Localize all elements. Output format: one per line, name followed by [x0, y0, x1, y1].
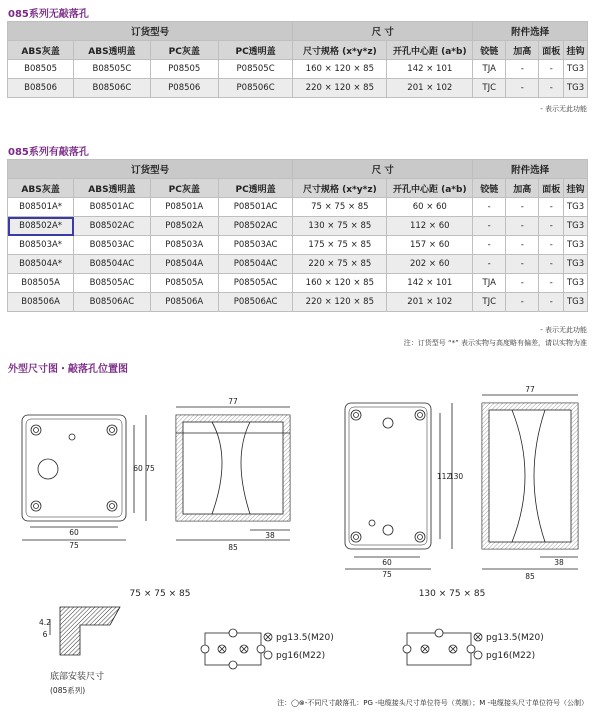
- column-header: PC透明盖: [218, 179, 292, 198]
- table-cell: TJC: [473, 293, 506, 312]
- table-cell: B08504A*: [8, 255, 74, 274]
- table-cell: B08502AC: [74, 217, 151, 236]
- column-header: PC灰盖: [150, 179, 218, 198]
- spec-table-with-knockout: [7, 159, 588, 312]
- column-header: 开孔中心距 (a*b): [387, 179, 473, 198]
- knockout-hole: [38, 459, 58, 479]
- dim-label: 75: [145, 464, 155, 473]
- box-side-view-130: [482, 403, 578, 549]
- table-cell: B08503A*: [8, 236, 74, 255]
- table-cell: TG3: [564, 255, 588, 274]
- table-cell: P08503A: [150, 236, 218, 255]
- table-cell: TG3: [564, 79, 588, 98]
- legend-pg16: pg16(M22): [486, 651, 536, 661]
- dimension-drawings: [0, 375, 595, 711]
- table-cell: 75 × 75 × 85: [293, 198, 387, 217]
- table-cell: -: [506, 274, 539, 293]
- table-cell: 201 × 102: [387, 79, 473, 98]
- table-cell: -: [506, 255, 539, 274]
- table-cell: -: [506, 293, 539, 312]
- table-cell: B08506A: [8, 293, 74, 312]
- table-cell: P08502A: [150, 217, 218, 236]
- column-header: ABS灰盖: [8, 179, 74, 198]
- table-cell: 175 × 75 × 85: [293, 236, 387, 255]
- drawing-caption: 130 × 75 × 85: [418, 589, 486, 599]
- group-header-model: 订货型号: [8, 160, 293, 179]
- table-cell: 220 × 120 × 85: [293, 79, 387, 98]
- section1-note: - 表示无此功能: [540, 105, 587, 113]
- column-header: 面板: [539, 179, 564, 198]
- legend-pg135: pg13.5(M20): [486, 633, 544, 643]
- column-header: 挂钩: [564, 41, 588, 60]
- section2-note-asterisk: 注：订货型号 “*” 表示实物与高度略有偏差，请以实物为准: [403, 339, 587, 347]
- dim-label: 60: [69, 528, 79, 537]
- table-cell: 60 × 60: [387, 198, 473, 217]
- box-front-view-130: [345, 403, 431, 549]
- section1-title: 085系列无敲落孔: [8, 9, 89, 20]
- group-header-size: 尺 寸: [293, 160, 473, 179]
- table-cell: B08503AC: [74, 236, 151, 255]
- base-sublabel: (085系列): [50, 686, 86, 695]
- table-cell: 220 × 75 × 85: [293, 255, 387, 274]
- spec-table-no-knockout: [7, 21, 588, 98]
- column-header: ABS透明盖: [74, 41, 151, 60]
- table-cell: TG3: [564, 236, 588, 255]
- table-cell: 130 × 75 × 85: [293, 217, 387, 236]
- table-cell: -: [539, 293, 564, 312]
- base-label: 底部安装尺寸: [50, 672, 105, 682]
- table-cell: -: [506, 60, 539, 79]
- table-row: [8, 79, 588, 98]
- table-cell: TG3: [564, 274, 588, 293]
- table-cell: -: [506, 236, 539, 255]
- footnote: 注：◯⊗-不同尺寸敲落孔：PG -电缆接头尺寸单位符号（英制）；M -电缆接头尺寸单位符号（公制）: [277, 699, 588, 707]
- table-cell: TG3: [564, 293, 588, 312]
- table-cell: TG3: [564, 217, 588, 236]
- table-cell: -: [506, 79, 539, 98]
- table-cell: 202 × 60: [387, 255, 473, 274]
- table-row: [8, 236, 588, 255]
- table-cell: -: [473, 255, 506, 274]
- column-header: 加高: [506, 179, 539, 198]
- table-cell: -: [539, 274, 564, 293]
- column-header: 尺寸规格 (x*y*z): [293, 41, 387, 60]
- table-cell: B08506AC: [74, 293, 151, 312]
- column-header: PC透明盖: [218, 41, 292, 60]
- table-cell: P08504A: [150, 255, 218, 274]
- table-cell: P08505A: [150, 274, 218, 293]
- table-cell: 220 × 120 × 85: [293, 293, 387, 312]
- table-cell: P08506C: [218, 79, 292, 98]
- column-header: 面板: [539, 41, 564, 60]
- box-front-view-75: [22, 415, 126, 521]
- table-cell: -: [539, 255, 564, 274]
- table-cell: -: [506, 198, 539, 217]
- table-cell: TG3: [564, 60, 588, 79]
- dim-label: 75: [382, 570, 392, 579]
- column-header: 开孔中心距 (a*b): [387, 41, 473, 60]
- table-cell: P08501AC: [218, 198, 292, 217]
- dim-label: 130: [448, 472, 464, 481]
- group-header-accessory: 附件选择: [473, 160, 588, 179]
- table-row: [8, 293, 588, 312]
- dim-label: 75: [69, 541, 79, 550]
- table-cell-selected: B08502A*: [8, 217, 74, 236]
- table-cell: 112 × 60: [387, 217, 473, 236]
- knockout-layout-1: [201, 629, 272, 669]
- table-cell: P08504AC: [218, 255, 292, 274]
- column-header: 尺寸规格 (x*y*z): [293, 179, 387, 198]
- table-cell: -: [506, 217, 539, 236]
- table-cell: -: [539, 79, 564, 98]
- column-header: ABS灰盖: [8, 41, 74, 60]
- dim-label: 112: [436, 472, 452, 481]
- table-cell: B08505: [8, 60, 74, 79]
- column-header: PC灰盖: [150, 41, 218, 60]
- table-cell: B08501A*: [8, 198, 74, 217]
- table-cell: -: [473, 198, 506, 217]
- table-cell: P08505: [150, 60, 218, 79]
- table-cell: 142 × 101: [387, 60, 473, 79]
- dim-label: 38: [554, 558, 564, 567]
- table-row: [8, 255, 588, 274]
- table-row: [8, 198, 588, 217]
- dim-label: 85: [228, 543, 238, 552]
- table-cell: TJC: [473, 79, 506, 98]
- section2-note-dash: - 表示无此功能: [540, 326, 587, 334]
- dim-label: 38: [265, 531, 275, 540]
- table-cell: P08503AC: [218, 236, 292, 255]
- legend-pg16: pg16(M22): [276, 651, 326, 661]
- dim-label: 77: [525, 385, 535, 394]
- legend-pg135: pg13.5(M20): [276, 633, 334, 643]
- table-cell: 157 × 60: [387, 236, 473, 255]
- table-cell: -: [473, 236, 506, 255]
- table-cell: P08501A: [150, 198, 218, 217]
- table-cell: -: [539, 217, 564, 236]
- table-cell: 160 × 120 × 85: [293, 274, 387, 293]
- dim-label: 77: [228, 397, 238, 406]
- dim-label: 60: [382, 558, 392, 567]
- table-cell: P08506AC: [218, 293, 292, 312]
- table-cell: P08505C: [218, 60, 292, 79]
- table-row: [8, 217, 588, 236]
- group-header-size: 尺 寸: [293, 22, 473, 41]
- column-header: 铰链: [473, 179, 506, 198]
- table-cell: -: [473, 217, 506, 236]
- dim-label: 60: [133, 464, 143, 473]
- table-cell: TJA: [473, 274, 506, 293]
- table-row: [8, 60, 588, 79]
- base-mounting-detail: [50, 607, 120, 655]
- table-cell: 201 × 102: [387, 293, 473, 312]
- group-header-model: 订货型号: [8, 22, 293, 41]
- knockout-layout-2: [403, 629, 482, 665]
- column-header: 铰链: [473, 41, 506, 60]
- table-cell: TG3: [564, 198, 588, 217]
- section2-title: 085系列有敲落孔: [8, 147, 89, 158]
- table-cell: -: [539, 60, 564, 79]
- column-header: 挂钩: [564, 179, 588, 198]
- dim-label: 6: [42, 630, 48, 639]
- group-header-accessory: 附件选择: [473, 22, 588, 41]
- table-cell: B08506C: [74, 79, 151, 98]
- table-cell: P08502AC: [218, 217, 292, 236]
- dim-label: 4.2: [39, 618, 51, 627]
- table-cell: -: [539, 236, 564, 255]
- table-cell: 142 × 101: [387, 274, 473, 293]
- table-cell: TJA: [473, 60, 506, 79]
- drawing-caption: 75 × 75 × 85: [129, 589, 191, 599]
- table-cell: 160 × 120 × 85: [293, 60, 387, 79]
- table-cell: P08505AC: [218, 274, 292, 293]
- table-cell: P08506A: [150, 293, 218, 312]
- column-header: ABS透明盖: [74, 179, 151, 198]
- dim-label: 85: [525, 572, 535, 581]
- box-side-view-75: [176, 415, 290, 521]
- table-cell: B08504AC: [74, 255, 151, 274]
- table-row: [8, 274, 588, 293]
- table-cell: B08506: [8, 79, 74, 98]
- table-cell: P08506: [150, 79, 218, 98]
- table-cell: B08501AC: [74, 198, 151, 217]
- table-cell: -: [539, 198, 564, 217]
- table-cell: B08505AC: [74, 274, 151, 293]
- table-cell: B08505C: [74, 60, 151, 79]
- section3-title: 外型尺寸图・敲落孔位置图: [8, 364, 128, 375]
- table-cell: B08505A: [8, 274, 74, 293]
- column-header: 加高: [506, 41, 539, 60]
